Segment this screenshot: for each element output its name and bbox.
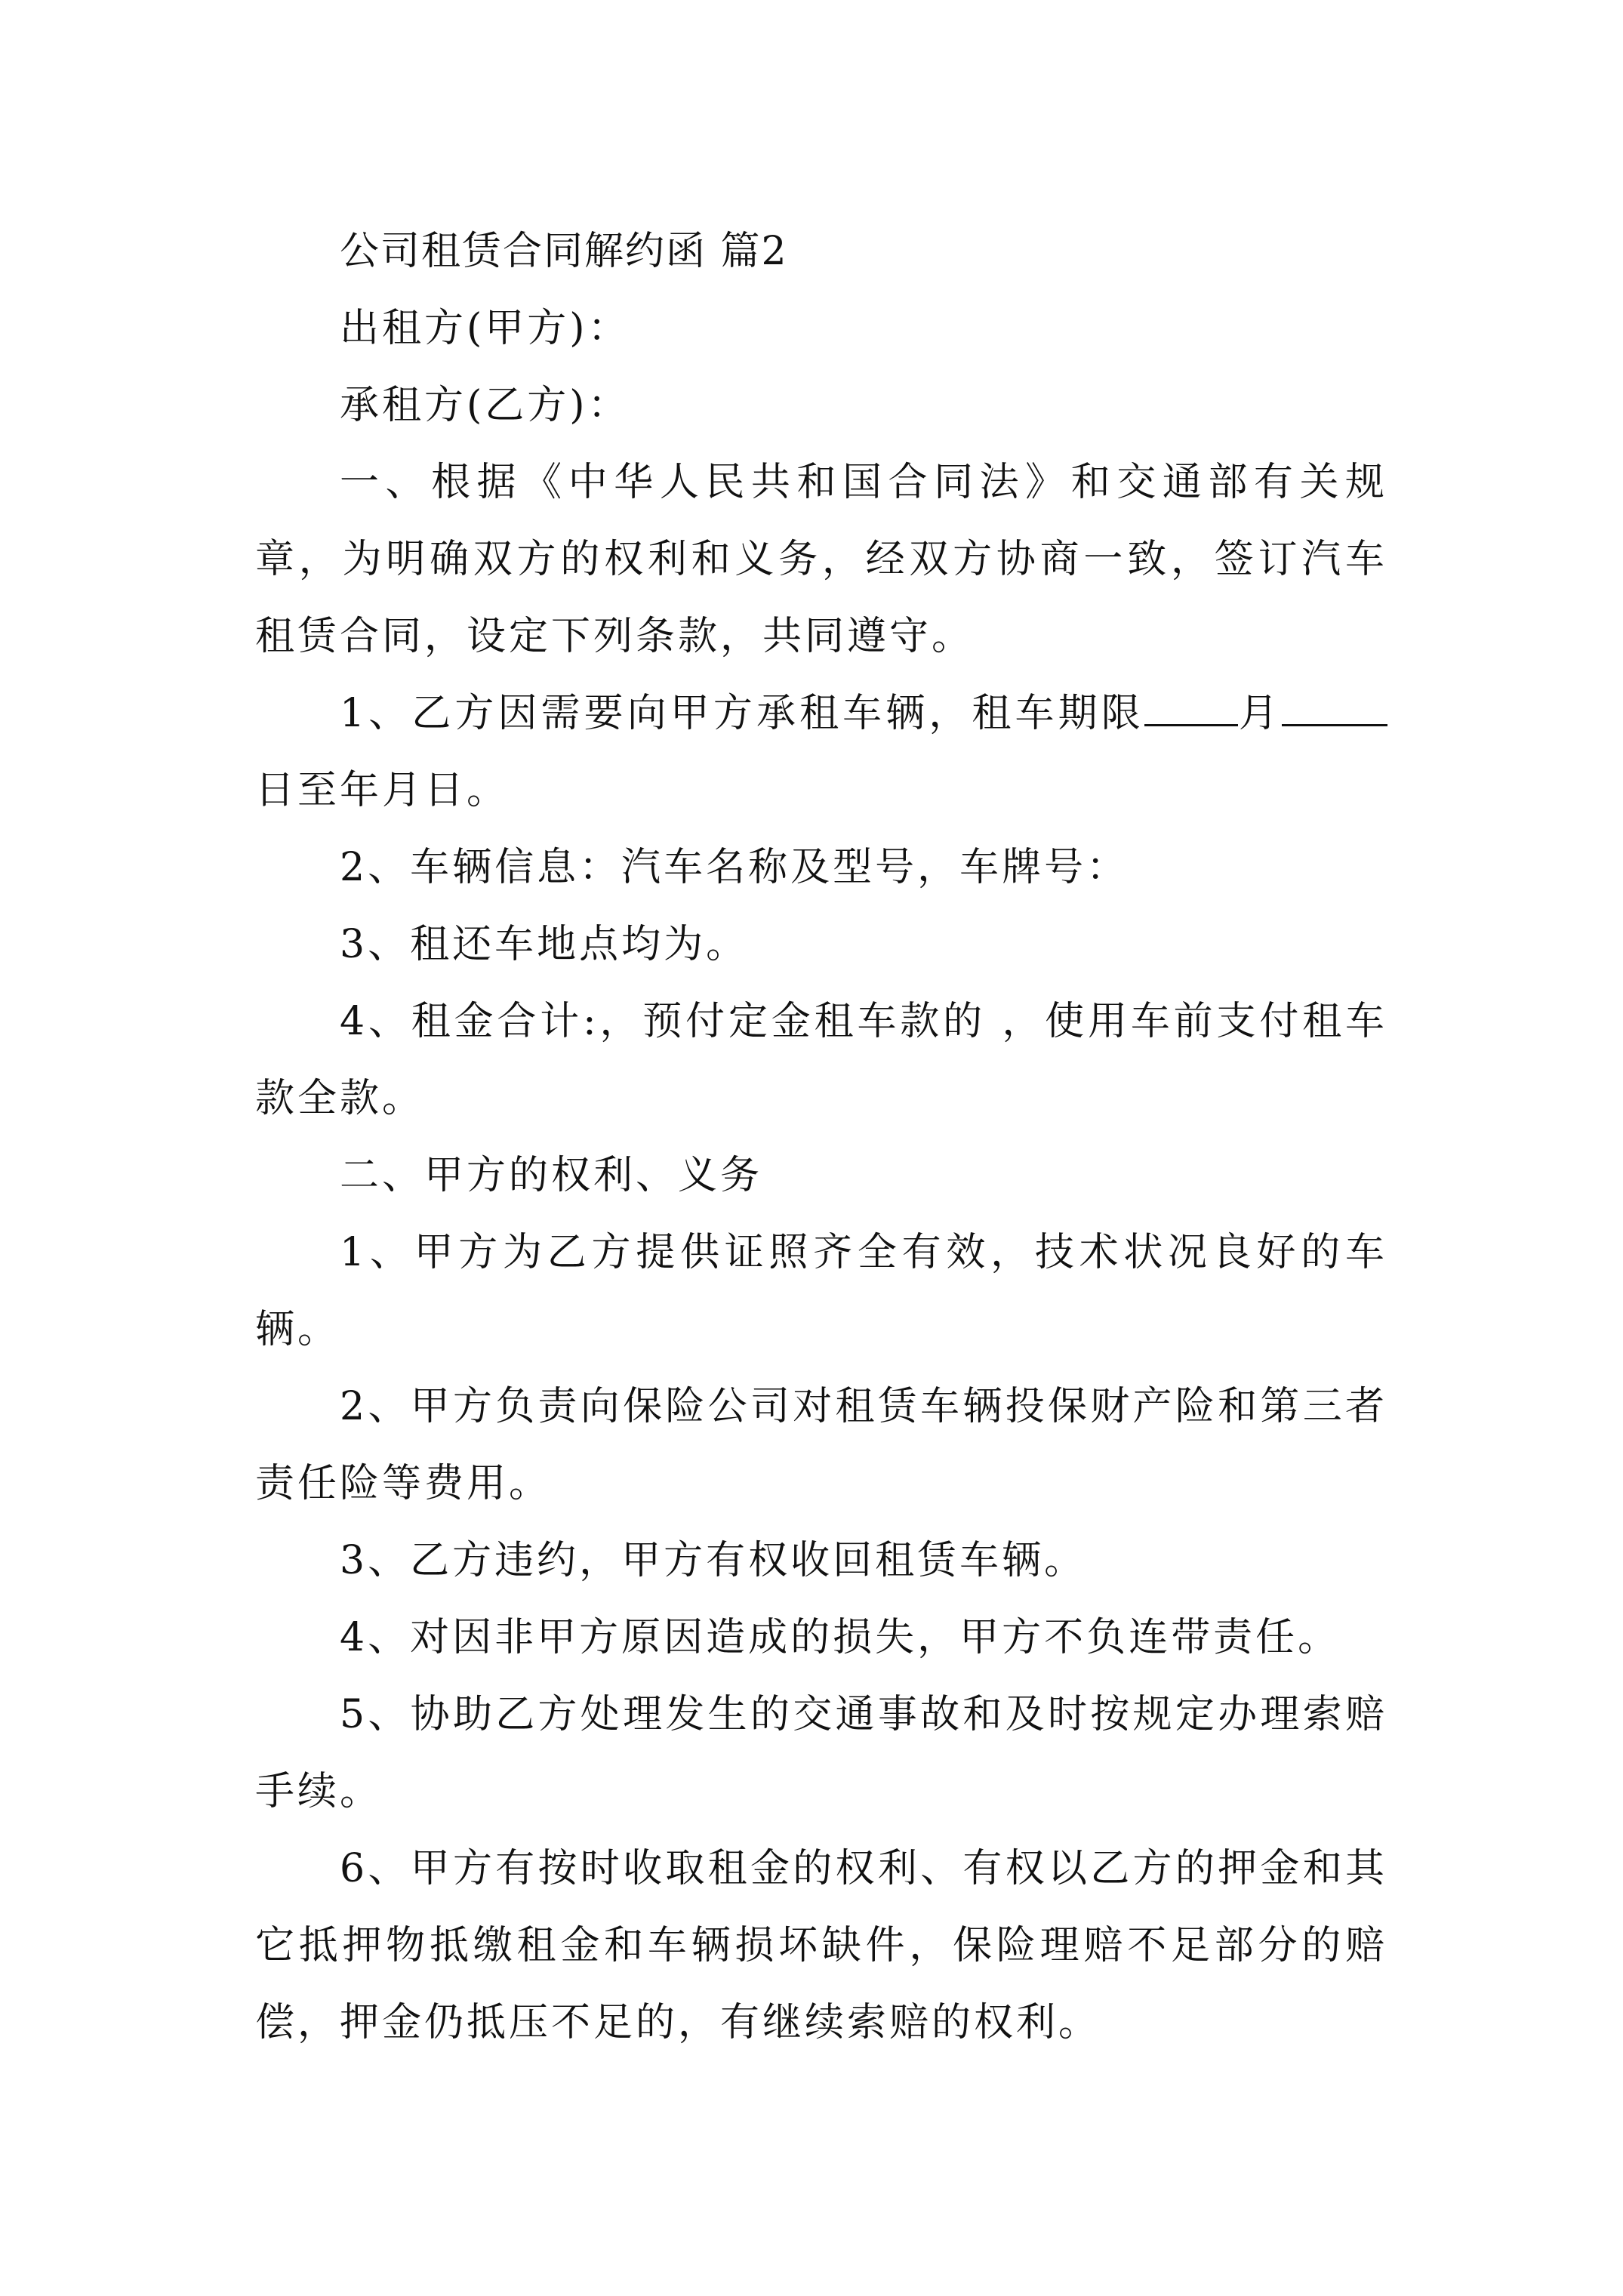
clause-2-2: 2、甲方负责向保险公司对租赁车辆投保财产险和第三者责任险等费用。 xyxy=(255,1384,1387,1506)
clause-2-5: 5、协助乙方处理发生的交通事故和及时按规定办理索赔手续。 xyxy=(255,1692,1387,1814)
clause-1-1-month: 月 xyxy=(1237,691,1282,736)
document-page xyxy=(255,213,1387,2061)
blank-field xyxy=(1144,689,1238,726)
clause-2-1: 1、甲方为乙方提供证照齐全有效，技术状况良好的车辆。 xyxy=(255,1230,1387,1352)
lessee-line: 承租方(乙方)： xyxy=(340,383,630,428)
section-one-intro: 一、根据《中华人民共和国合同法》和交通部有关规章，为明确双方的权利和义务，经双方协商一致，签订汽车租赁合同，设定下列条款，共同遵守。 xyxy=(255,460,1387,659)
blank-field xyxy=(1282,689,1387,726)
clause-1-3: 3、租还车地点均为。 xyxy=(340,922,749,967)
clause-1-4: 4、租金合计:，预付定金租车款的 ，使用车前支付租车款全款。 xyxy=(255,999,1387,1121)
clause-1-1 xyxy=(255,675,1387,829)
document-title: 公司租赁合同解约函 篇2 xyxy=(340,229,788,274)
lessor-line: 出租方(甲方)： xyxy=(340,306,630,351)
clause-1-2: 2、车辆信息：汽车名称及型号，车牌号： xyxy=(340,845,1129,890)
clause-1-1-tail: 日至年月日。 xyxy=(255,768,510,813)
section-two-heading: 二、甲方的权利、义务 xyxy=(340,1153,763,1198)
clause-2-6: 6、甲方有按时收取租金的权利、有权以乙方的押金和其它抵押物抵缴租金和车辆损坏缺件，保险理赔不足部分的赔偿，押金仍抵压不足的，有继续索赔的权利。 xyxy=(255,1846,1387,2045)
clause-1-1-text: 1、乙方因需要向甲方承租车辆，租车期限 xyxy=(340,691,1144,736)
clause-2-4: 4、对因非甲方原因造成的损失，甲方不负连带责任。 xyxy=(340,1615,1341,1660)
clause-2-3: 3、乙方违约，甲方有权收回租赁车辆。 xyxy=(340,1538,1087,1583)
